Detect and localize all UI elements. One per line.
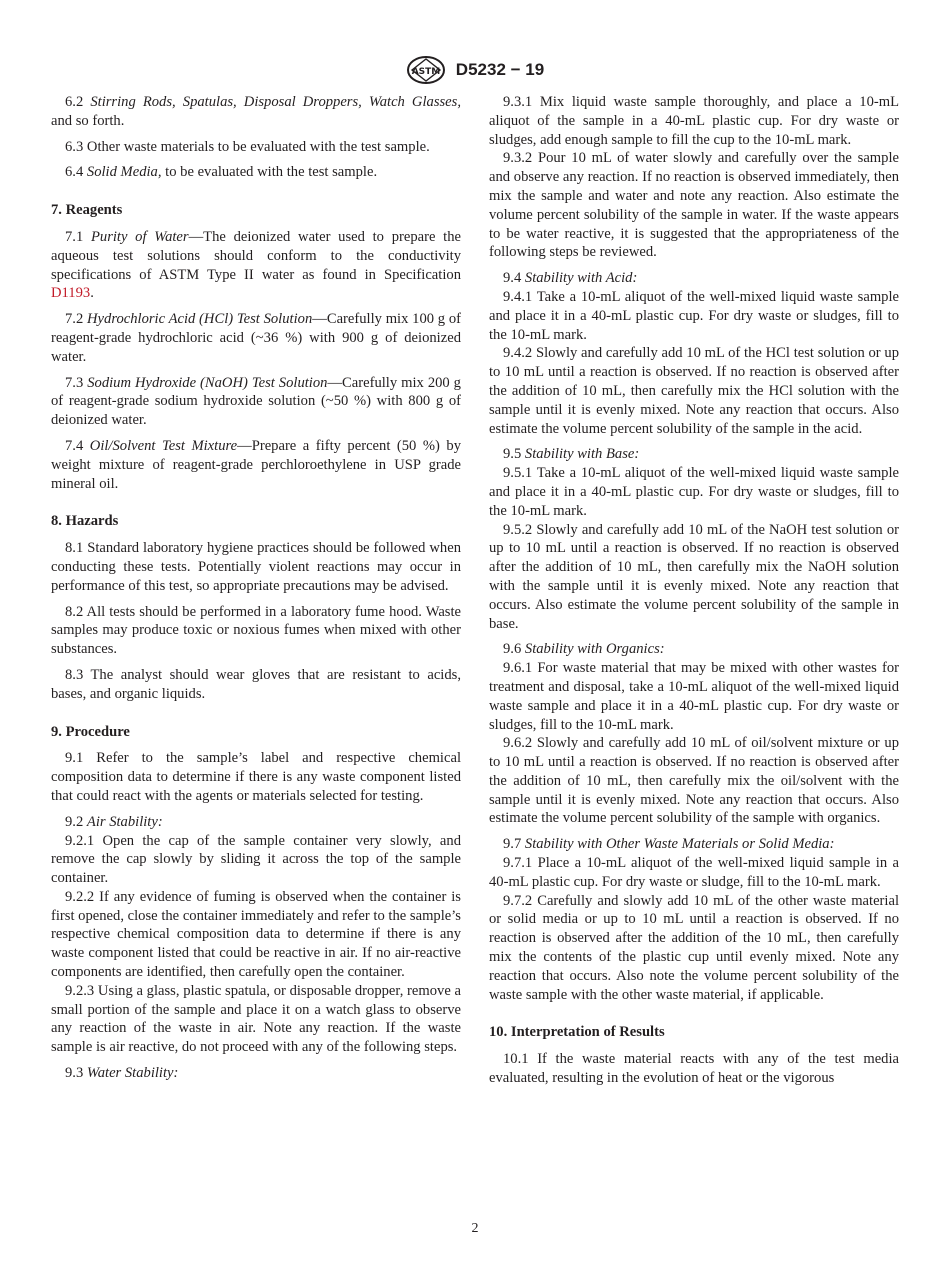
paragraph-9-6-2: 9.6.2 Slowly and carefully add 10 mL of oil/solvent mixture or up to 10 mL until a reaction is observed. If no reaction is observed after the addition of 10 mL, then carefully mix the oil/solvent with the sample until it is evenly mixed. Note any reaction that occurs. Also estimate the volume percent solubility of the sample with organics. [489, 735, 899, 827]
paragraph-9-2: 9.2 Air Stability: [65, 813, 163, 830]
svg-text:ASTM: ASTM [411, 67, 441, 77]
paragraph-7-1: 7.1 Purity of Water—The deionized water used to prepare the aqueous test solutions should conform to the conductivity specifications of ASTM Type II water as found in Specification D1193. [51, 228, 461, 302]
page-number: 2 [471, 1221, 479, 1236]
paragraph-7-2: 7.2 Hydrochloric Acid (HCl) Test Solution—Carefully mix 100 g of reagent-grade hydrochloric acid (~36 %) with 900 g of deionized water. [51, 311, 461, 365]
paragraph-8-2: 8.2 All tests should be performed in a laboratory fume hood. Waste samples may produce toxic or noxious fumes when mixed with other substances. [51, 603, 462, 658]
section-heading-reagents: 7. Reagents [51, 202, 123, 219]
paragraph-9-2-1: 9.2.1 Open the cap of the sample container very slowly, and remove the cap slowly by sliding it across the top of the sample container. [51, 832, 462, 887]
paragraph-6-2: 6.2 Stirring Rods, Spatulas, Disposal Droppers, Watch Glasses, and so forth. [51, 94, 461, 129]
paragraph-7-3: 7.3 Sodium Hydroxide (NaOH) Test Solution—Carefully mix 200 g of reagent-grade sodium hydroxide solution (~50 %) with 800 g of deionized water. [51, 374, 461, 429]
paragraph-9-5-1: 9.5.1 Take a 10-mL aliquot of the well-mixed liquid waste sample and place it in a 40-mL plastic cup. For dry waste or sludges, fill to the 10-mL mark. [489, 465, 899, 519]
paragraph-9-2-3: 9.2.3 Using a glass, plastic spatula, or disposable dropper, remove a small portion of the sample and place it on a watch glass to observe any reaction of the waste in air. Note any reaction. If the waste sample is air reactive, do not proceed with any of the following steps. [51, 982, 461, 1056]
paragraph-9-6-1: 9.6.1 For waste material that may be mixed with other wastes for treatment and disposal, take a 10-mL aliquot of the well-mixed liquid waste sample and place it in a 40-mL plastic cup. For dry waste or sludges, fill to the 10-mL mark. [489, 660, 899, 733]
standard-designation: D5232 − 19 [455, 60, 545, 79]
paragraph-9-5: 9.5 Stability with Base: [503, 446, 640, 463]
paragraph-9-7: 9.7 Stability with Other Waste Materials or Solid Media: [503, 836, 835, 853]
paragraph-9-1: 9.1 Refer to the sample’s label and respective chemical composition data to determine if there is any waste component listed that could react with the agents or materials selected for testing. [51, 750, 461, 804]
reference-link-d1193[interactable]: D1193 [51, 285, 91, 302]
section-heading-interpretation: 10. Interpretation of Results [489, 1024, 665, 1041]
paragraph-8-3: 8.3 The analyst should wear gloves that are resistant to acids, bases, and organic liquids. [51, 666, 461, 702]
paragraph-7-4: 7.4 Oil/Solvent Test Mixture—Prepare a fifty percent (50 %) by weight mixture of reagent-grade perchloroethylene in USP grade mineral oil. [51, 437, 461, 492]
paragraph-9-4-1: 9.4.1 Take a 10-mL aliquot of the well-mixed liquid waste sample and place it in a 40-mL plastic cup. For dry waste or sludges, fill to the 10-mL mark. [489, 288, 899, 343]
paragraph-9-2-2: 9.2.2 If any evidence of fuming is observed when the container is first opened, close the container immediately and refer to the sample’s respective chemical composition data to determine if there is any waste component listed that could be reactive in air. If no air-reactive components are identified, then carefully open the container. [51, 888, 461, 981]
paragraph-9-7-2: 9.7.2 Carefully and slowly add 10 mL of the other waste material or solid media or up to 10 mL until a reaction is observed. If no reaction is observed after the addition of the 10 mL, then carefully mix the contents of the plastic cup until evenly mixed. Note any reaction that occurs. Also note the volume percent solubility of the waste sample with the other waste material, if applicable. [489, 892, 899, 1003]
paragraph-9-3: 9.3 Water Stability: [65, 1065, 179, 1082]
paragraph-10-1: 10.1 If the waste material reacts with any of the test media evaluated, resulting in the evolution of heat or the vigorous [489, 1051, 899, 1087]
paragraph-6-3: 6.3 Other waste materials to be evaluated with the test sample. [65, 138, 430, 155]
left-column [51, 93, 461, 1083]
section-heading-procedure: 9. Procedure [51, 723, 130, 740]
paragraph-9-4: 9.4 Stability with Acid: [503, 270, 638, 287]
paragraph-9-3-2: 9.3.2 Pour 10 mL of water slowly and carefully over the sample and observe any reaction. If no reaction is observed immediately, then mix the sample and water and note any reaction. Also estimate the volume percent solubility of the sample in water. If the waste appears to be water reactive, it is suggested that the appropriateness of the following steps be reviewed. [489, 150, 899, 261]
paragraph-9-5-2: 9.5.2 Slowly and carefully add 10 mL of the NaOH test solution or up to 10 mL until a reaction is observed. If no reaction is observed after the addition of 10 mL, then carefully mix the NaOH solution with the sample until it is evenly mixed. Note any reaction that occurs. Also estimate the volume percent solubility of the sample in base. [489, 521, 899, 632]
page-header [0, 55, 950, 85]
paragraph-6-4: 6.4 Solid Media, to be evaluated with the test sample. [65, 164, 378, 181]
paragraph-8-1: 8.1 Standard laboratory hygiene practices should be followed when conducting these tests. Potentially violent reactions may occur in performance of this test, so appropriate precautions may be advised. [51, 540, 461, 594]
paragraph-9-6: 9.6 Stability with Organics: [503, 641, 665, 658]
section-heading-hazards: 8. Hazards [51, 513, 119, 530]
paragraph-9-3-1: 9.3.1 Mix liquid waste sample thoroughly, and place a 10-mL aliquot of the sample in a 40-mL plastic cup. For dry waste or sludges, add enough sample to fill the cup to the 10-mL mark. [489, 94, 900, 148]
paragraph-9-4-2: 9.4.2 Slowly and carefully add 10 mL of the HCl test solution or up to 10 mL until a reaction is observed. If no reaction is observed after the addition of 10 mL, then carefully mix the HCl solution with the sample until it is evenly mixed. Note any reaction that occurs. Also estimate the volume percent solubility of the sample in the acid. [489, 345, 899, 437]
astm-logo-icon [406, 55, 446, 85]
paragraph-9-7-1: 9.7.1 Place a 10-mL aliquot of the well-mixed liquid sample in a 40-mL plastic cup. For dry waste or sludge, fill to the 10-mL mark. [489, 855, 899, 890]
right-column [489, 93, 899, 1088]
